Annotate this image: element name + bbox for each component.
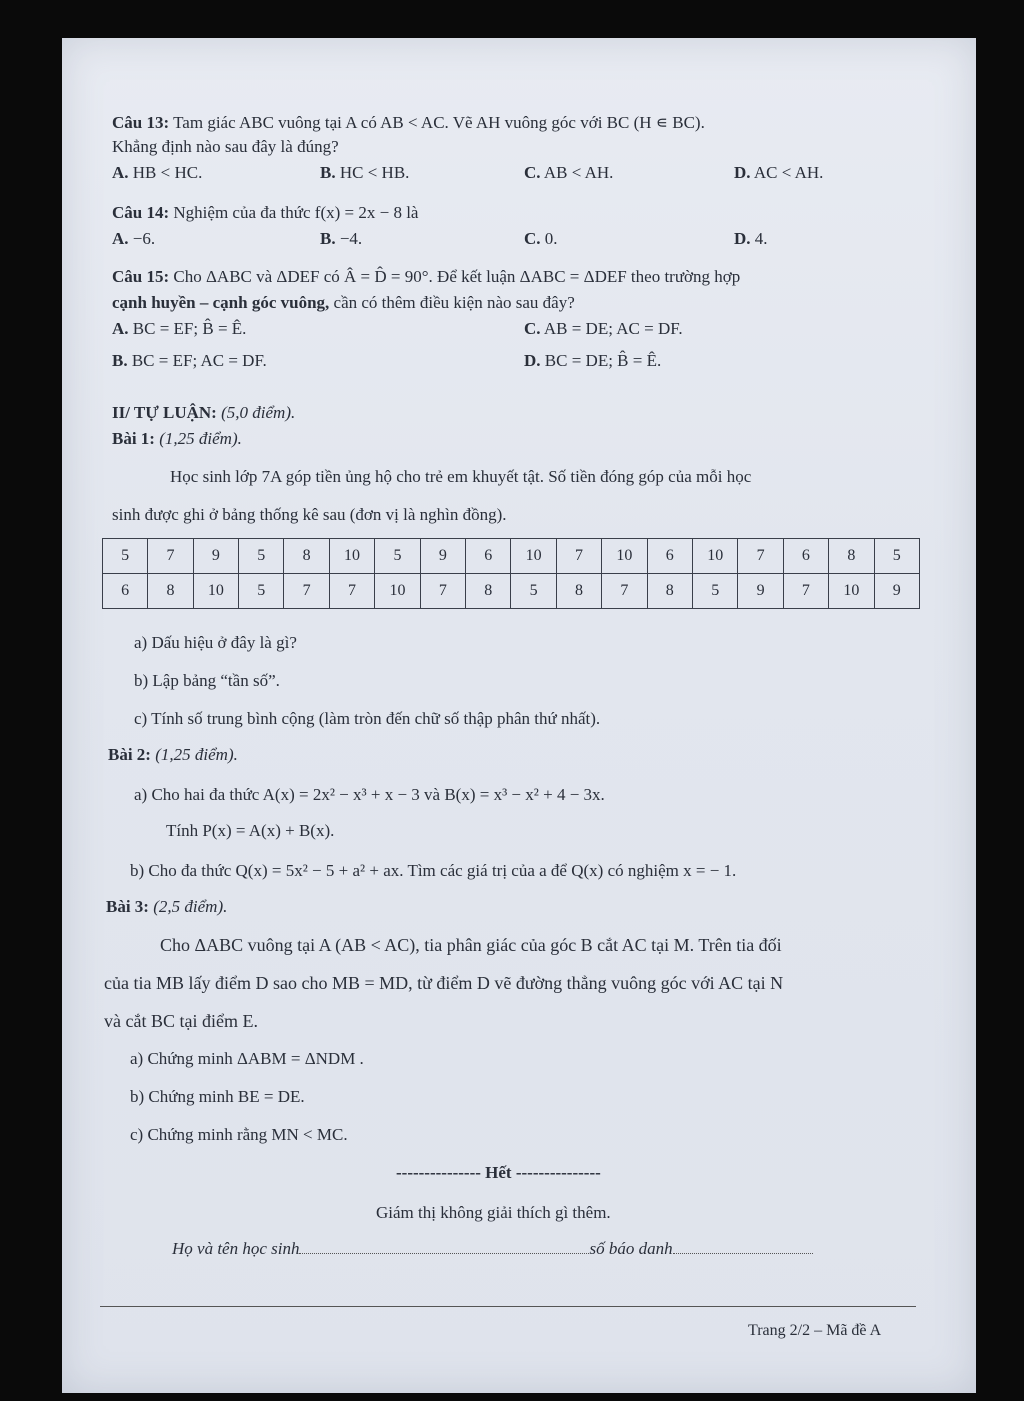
table-cell: 10 (329, 539, 374, 574)
bai3-c: c) Chứng minh rằng MN < MC. (130, 1125, 348, 1144)
statistics-table (102, 538, 920, 609)
table-cell: 10 (193, 574, 238, 609)
table-row (103, 574, 920, 609)
q15-text2-bold: cạnh huyền – cạnh góc vuông, (112, 293, 330, 312)
table-cell: 10 (692, 539, 737, 574)
table-cell: 10 (829, 574, 874, 609)
bai3-p2: của tia MB lấy điểm D sao cho MB = MD, từ điểm D vẽ đường thẳng vuông góc với AC tại N (104, 973, 784, 993)
bai3-a: a) Chứng minh ΔABM = ΔNDM . (130, 1049, 364, 1068)
student-name-label: Họ và tên học sinh (172, 1239, 300, 1258)
bai2-a2: Tính P(x) = A(x) + B(x). (166, 821, 335, 840)
bai1-para1: Học sinh lớp 7A góp tiền ủng hộ cho trẻ em khuyết tật. Số tiền đóng góp của mỗi học (170, 467, 752, 486)
q14-option-c: C. 0. (524, 229, 558, 248)
q15-label: Câu 15: (112, 267, 170, 286)
table-cell: 5 (103, 539, 148, 574)
q14-option-b: B. −4. (320, 229, 363, 248)
q15-line2 (112, 292, 575, 314)
q15-option-b: B. BC = EF; AC = DF. (112, 351, 267, 370)
table-row (103, 539, 920, 574)
table-cell: 8 (556, 574, 601, 609)
table-cell: 7 (602, 574, 647, 609)
student-id-label: số báo danh (589, 1239, 673, 1258)
table-cell: 6 (103, 574, 148, 609)
table-cell: 9 (193, 539, 238, 574)
exam-paper (62, 38, 976, 1393)
table-cell: 10 (375, 574, 420, 609)
table-cell: 9 (874, 574, 919, 609)
bai1-a: a) Dấu hiệu ở đây là gì? (134, 633, 297, 652)
table-cell: 7 (148, 539, 193, 574)
bai1-c: c) Tính số trung bình cộng (làm tròn đến chữ số thập phân thứ nhất). (134, 709, 601, 728)
bai2-heading: Bài 2: (1,25 điểm). (108, 745, 238, 764)
table-cell: 8 (829, 539, 874, 574)
table-cell: 6 (647, 539, 692, 574)
table-cell: 5 (692, 574, 737, 609)
end-marker: --------------- Hết --------------- (396, 1163, 601, 1182)
q13-text1: Tam giác ABC vuông tại A có AB < AC. Vẽ AH vuông góc với BC (H ∊ BC). (173, 113, 705, 132)
bai1-para2: sinh được ghi ở bảng thống kê sau (đơn vị là nghìn đồng). (112, 505, 507, 524)
q13-option-d: D. AC < AH. (734, 163, 824, 182)
bai3-p1: Cho ΔABC vuông tại A (AB < AC), tia phân giác của góc B cắt AC tại M. Trên tia đối (160, 935, 782, 955)
table-cell: 5 (239, 539, 284, 574)
id-blank (673, 1253, 813, 1254)
bai1-heading: Bài 1: (1,25 điểm). (112, 429, 242, 448)
q15-option-c: C. AB = DE; AC = DF. (524, 319, 683, 338)
student-info-line (172, 1238, 813, 1260)
part2-heading: II/ TỰ LUẬN: (5,0 điểm). (112, 403, 296, 422)
table-cell: 8 (647, 574, 692, 609)
bai1-b: b) Lập bảng “tần số”. (134, 671, 280, 690)
q15-text1: Cho ΔABC và ΔDEF có Â = D̂ = 90°. Để kết luận ΔABC = ΔDEF theo trường hợp (173, 267, 741, 286)
q13-label: Câu 13: (112, 113, 170, 132)
table-cell: 7 (284, 574, 329, 609)
q13-option-b: B. HC < HB. (320, 163, 410, 182)
table-cell: 9 (420, 539, 465, 574)
proctor-note: Giám thị không giải thích gì thêm. (376, 1203, 611, 1222)
table-cell: 6 (783, 539, 828, 574)
bai3-heading: Bài 3: (2,5 điểm). (106, 897, 228, 916)
bai3-b: b) Chứng minh BE = DE. (130, 1087, 305, 1106)
bai2-b: b) Cho đa thức Q(x) = 5x² − 5 + a² + ax. Tìm các giá trị của a để Q(x) có nghiệm x = − 1. (130, 861, 737, 880)
table-cell: 7 (556, 539, 601, 574)
q15-line1 (112, 266, 740, 288)
table-cell: 5 (874, 539, 919, 574)
table-cell: 7 (420, 574, 465, 609)
table-cell: 8 (148, 574, 193, 609)
table-cell: 8 (466, 574, 511, 609)
q13-option-c: C. AB < AH. (524, 163, 614, 182)
q15-text2-rest: cần có thêm điều kiện nào sau đây? (333, 293, 575, 312)
q15-option-a: A. BC = EF; B̂ = Ê. (112, 319, 247, 338)
q13-line1 (112, 112, 705, 134)
q14-label: Câu 14: (112, 203, 170, 222)
table-cell: 5 (511, 574, 556, 609)
q13-text2: Khẳng định nào sau đây là đúng? (112, 137, 339, 156)
table-cell: 10 (511, 539, 556, 574)
bai2-a1: a) Cho hai đa thức A(x) = 2x² − x³ + x − 3 và B(x) = x³ − x² + 4 − 3x. (134, 785, 605, 804)
table-cell: 6 (466, 539, 511, 574)
table-cell: 7 (783, 574, 828, 609)
table-cell: 5 (239, 574, 284, 609)
table-cell: 10 (602, 539, 647, 574)
footer-divider (100, 1306, 916, 1307)
table-cell: 5 (375, 539, 420, 574)
table-cell: 7 (329, 574, 374, 609)
q14-option-d: D. 4. (734, 229, 768, 248)
q14-line (112, 202, 418, 224)
q13-option-a: A. HB < HC. (112, 163, 203, 182)
bai3-p3: và cắt BC tại điểm E. (104, 1011, 258, 1031)
table-cell: 9 (738, 574, 783, 609)
table-cell: 7 (738, 539, 783, 574)
q14-option-a: A. −6. (112, 229, 156, 248)
table-cell: 8 (284, 539, 329, 574)
name-blank (299, 1253, 589, 1254)
q15-option-d: D. BC = DE; B̂ = Ê. (524, 351, 662, 370)
page-number: Trang 2/2 – Mã đề A (748, 1322, 882, 1339)
q14-text: Nghiệm của đa thức f(x) = 2x − 8 là (173, 203, 419, 222)
